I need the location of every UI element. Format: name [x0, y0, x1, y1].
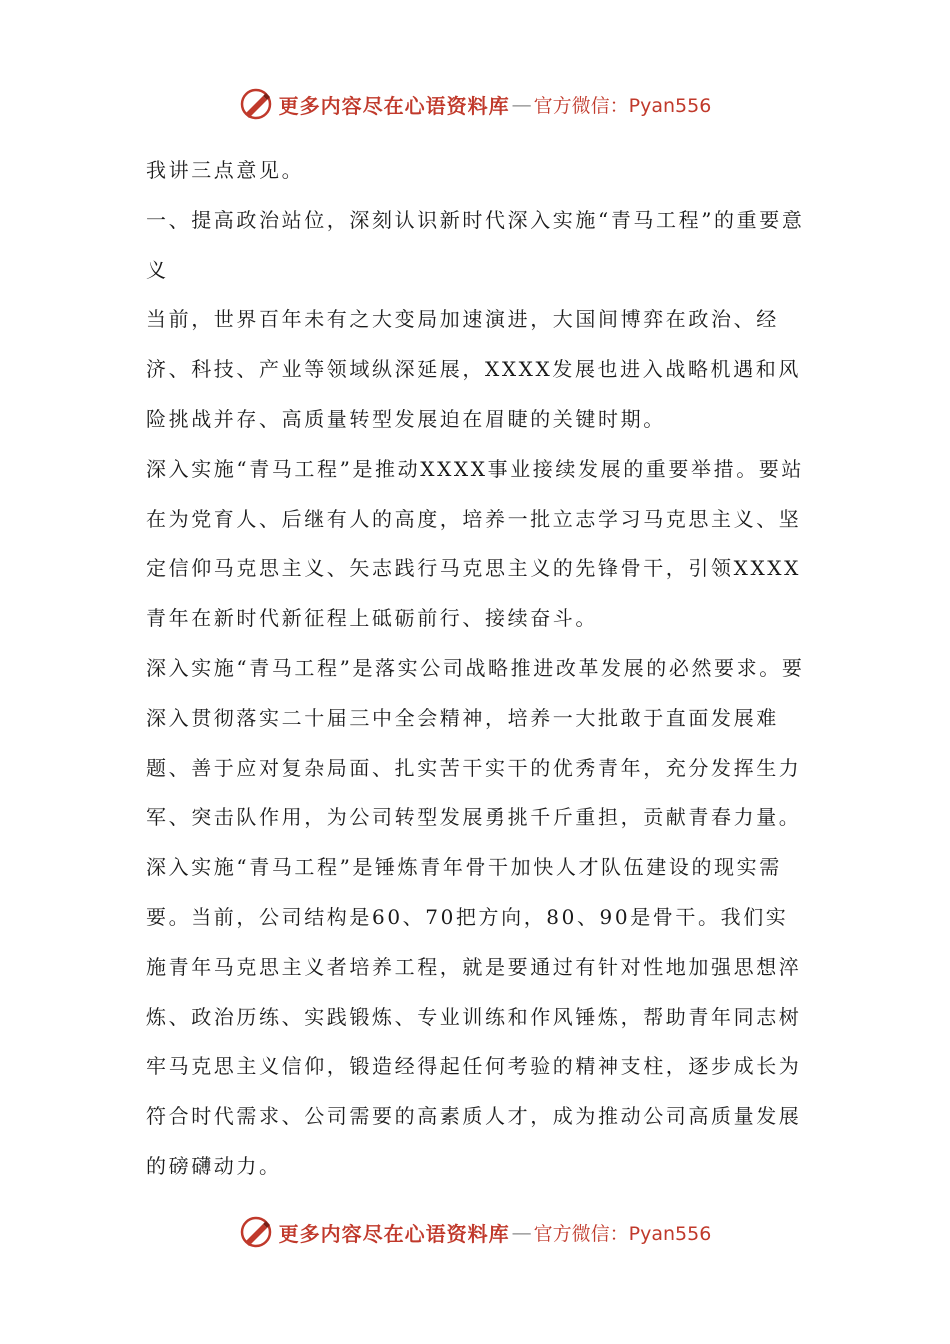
document-body	[146, 146, 810, 1192]
footer-banner-contact: 官方微信：Pyan556	[533, 1222, 712, 1245]
header-banner-separator: —	[511, 92, 532, 116]
footer-banner-text: 更多内容尽在心语资料库	[278, 1221, 510, 1246]
paragraph: 深入实施“青马工程”是锤炼青年骨干加快人才队伍建设的现实需要。当前，公司结构是60、70把方向，80、90是骨干。我们实施青年马克思主义者培养工程，就是要通过有针对性地加强思想淬炼、政治历练、实践锻炼、专业训练和作风锤炼，帮助青年同志树牢马克思主义信仰，锻造经得起任何考验的精神支柱，逐步成长为符合时代需求、公司需要的高素质人才，成为推动公司高质量发展的磅礴动力。	[146, 855, 802, 1178]
paragraph: 深入实施“青马工程”是推动XXXX事业接续发展的重要举措。要站在为党育人、后继有人的高度，培养一批立志学习马克思主义、坚定信仰马克思主义、矢志践行马克思主义的先锋骨干，引领XXXX青年在新时代新征程上砥砺前行、接续奋斗。	[146, 456, 805, 631]
footer-banner	[0, 1212, 950, 1252]
pen-logo-icon	[239, 1215, 273, 1249]
paragraph-intro: 我讲三点意见。	[146, 158, 305, 182]
paragraph: 深入实施“青马工程”是落实公司战略推进改革发展的必然要求。要深入贯彻落实二十届三中全会精神，培养一大批敢于直面发展难题、善于应对复杂局面、扎实苦干实干的优秀青年，充分发挥生力军、突击队作用，为公司转型发展勇挑千斤重担，贡献青春力量。	[146, 655, 805, 830]
section-heading-1: 一、提高政治站位，深刻认识新时代深入实施“青马工程”的重要意义	[146, 207, 805, 282]
paragraph: 当前，世界百年未有之大变局加速演进，大国间博弈在政治、经济、科技、产业等领域纵深延展，XXXX发展也进入战略机遇和风险挑战并存、高质量转型发展迫在眉睫的关键时期。	[146, 307, 801, 431]
footer-banner-separator: —	[511, 1220, 532, 1244]
pen-logo-icon	[239, 87, 273, 121]
header-banner	[0, 84, 950, 124]
header-banner-contact: 官方微信：Pyan556	[533, 94, 712, 117]
header-banner-text: 更多内容尽在心语资料库	[278, 93, 510, 118]
